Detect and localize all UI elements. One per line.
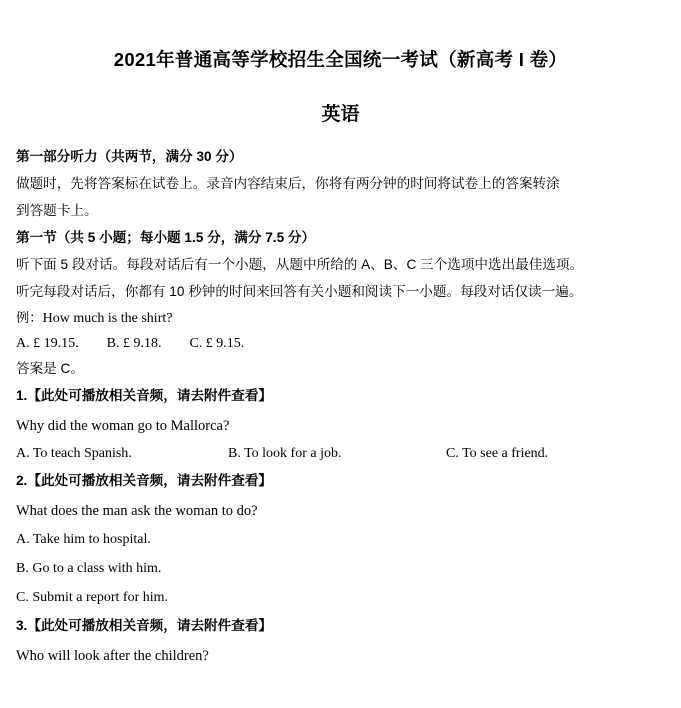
section-one-heading: 第一节（共 5 小题；每小题 1.5 分，满分 7.5 分） bbox=[16, 230, 316, 245]
question-2-stem: What does the man ask the woman to do? bbox=[16, 503, 258, 519]
part-one-section bbox=[16, 126, 665, 224]
question-2 bbox=[16, 467, 665, 612]
section-one-instruction-line-2: 听完每段对话后，你都有 10 秒钟的时间来回答有关小题和阅读下一小题。每段对话仅读一遍。 bbox=[16, 284, 583, 299]
question-1-option-b[interactable]: B. To look for a job. bbox=[228, 446, 342, 461]
example-answer: 答案是 C。 bbox=[16, 361, 84, 376]
part-one-instruction-line-2: 到答题卡上。 bbox=[16, 203, 98, 218]
question-1 bbox=[16, 382, 665, 467]
example-label: 例： bbox=[16, 310, 43, 325]
example-question: How much is the shirt? bbox=[42, 311, 173, 326]
example-block bbox=[16, 305, 665, 382]
question-1-number: 1. bbox=[16, 388, 28, 403]
question-1-stem: Why did the woman go to Mallorca? bbox=[16, 418, 230, 434]
question-2-option-b[interactable]: B. Go to a class with him. bbox=[16, 561, 162, 576]
question-2-number: 2. bbox=[16, 473, 28, 488]
question-1-header bbox=[16, 382, 665, 410]
question-3-stem: Who will look after the children? bbox=[16, 648, 209, 664]
part-one-heading: 第一部分听力（共两节，满分 30 分） bbox=[16, 149, 243, 164]
question-2-options bbox=[16, 525, 665, 612]
section-one bbox=[16, 224, 665, 305]
question-2-option-a[interactable]: A. Take him to hospital. bbox=[16, 532, 151, 547]
example-question-line bbox=[16, 305, 665, 331]
subject-heading: 英语 bbox=[321, 104, 360, 125]
section-one-instruction-line-1: 听下面 5 段对话。每段对话后有一个小题，从题中所给的 A、B、C 三个选项中选出最佳选项。 bbox=[16, 257, 584, 272]
question-2-header bbox=[16, 467, 665, 495]
question-3-number: 3. bbox=[16, 618, 28, 633]
question-1-audio-note: 【此处可播放相关音频，请去附件查看】 bbox=[27, 388, 273, 403]
question-2-audio-note: 【此处可播放相关音频，请去附件查看】 bbox=[27, 473, 273, 488]
question-1-options bbox=[16, 440, 665, 467]
question-1-option-c[interactable]: C. To see a friend. bbox=[446, 446, 549, 461]
question-3-audio-note: 【此处可播放相关音频，请去附件查看】 bbox=[27, 618, 273, 633]
question-2-option-c[interactable]: C. Submit a report for him. bbox=[16, 590, 169, 605]
page-title: 2021年普通高等学校招生全国统一考试（新高考 I 卷） bbox=[113, 49, 568, 70]
question-3 bbox=[16, 612, 665, 670]
question-3-header bbox=[16, 612, 665, 640]
example-choices: A. £ 19.15. B. £ 9.18. C. £ 9.15. bbox=[16, 336, 245, 351]
question-1-option-a[interactable]: A. To teach Spanish. bbox=[16, 446, 132, 461]
part-one-instruction-line-1: 做题时，先将答案标在试卷上。录音内容结束后，你将有两分钟的时间将试卷上的答案转涂 bbox=[16, 176, 560, 191]
